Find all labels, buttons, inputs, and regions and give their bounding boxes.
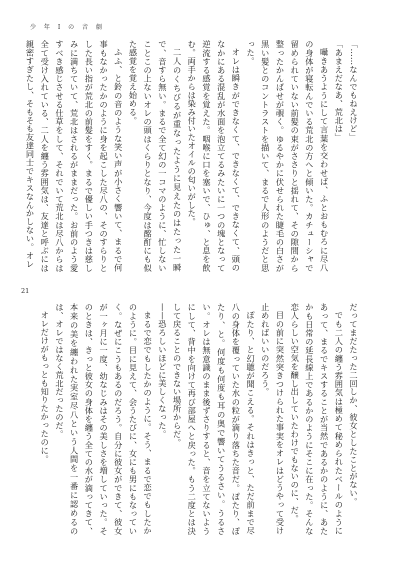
top-text-block: [25, 40, 361, 272]
top-paragraph: 「あまえだなあ、荒北は」: [334, 40, 345, 142]
top-paragraph: 二人のくちびるが重なったように見えたのはたった一瞬で、音すら無い。まるで全て幻の一コマのように、忙しないことこの上ないオレの頭はくらりとなり、今度は酩酊にも似た感覚を覚え始める。: [128, 40, 183, 272]
bottom-paragraph: でも二人の纏う雰囲気は極めて秘められたベールのようにあって、まるでキスすることが当然であるかのように、あたかも日常の延長線上であるかのようにそこに在った。そんな恋人らしい空気を醸し出していたわけでもないのに、だ。: [290, 303, 345, 535]
bottom-text-block: [40, 303, 361, 535]
top-paragraph: オレは瞬きができなくて、できなくて、できなくて、頭のなかにある混乱が水面を泡立てるみたいに一つの塊となって逆流する感覚を覚えた。咽喉に口を塞いで、ひゅ、と息を飲む。両手からは染み付いたオイルの匂いがした。: [187, 40, 242, 272]
bottom-paragraph: だってまだたった二回しか、彼女としたことがない。: [349, 303, 359, 506]
bottom-paragraph: まるで恋でもしたかのように。そう、まるで恋でもしたかのように。目に見えて、会うたびに、女にも男にもなっていく。なぜにこうもあるのだろう。自分に彼女ができて、彼女が一ヶ月に一度、幼なじみはその美しさを増していった。そのときは、きっと彼女の身体を纏う全ての水が滴ってきて、本来の美を纏われた実室尽八という人間を一番に認めるのは、オレではなく荒北だったのだ。: [54, 303, 154, 535]
page-number: 21: [21, 287, 30, 295]
bottom-paragraph: ——恐ろしいほどに美しくなった。: [157, 303, 168, 439]
bottom-paragraph: 目の前に突然突きつけられた事実をオレはどうやって受け止めればいいのだろう。: [260, 303, 286, 535]
bottom-paragraph: ぽたり、と幻聴が聞こえる。それはきっと、ただ前まで尽八の身体を覆っていた水の粒が滴り落ちた音だ。ぽたり、ぽたり、と。何度も何度も耳の奥で響いてうるさい。うるさい。オレは無意識のまま後ずさりすると、音を立てないようにして、背中を向けて再び部屋へと戻った。もう二度とは決して戻ることのできない場所からだ。: [172, 303, 257, 535]
top-paragraph: ふふ、と鈴の音のような笑い声が小さく響いて、まるで何事もなかったかのように身を起こした尽八の、そのすらりとした長い指が荒北の前髪をすく。まるで優しい手つきは慈しみに満ちていて、荒北はされるがままだった。お前のよう愛すべき感じさせる仕草をして、それでいて荒北は尽八からは全て受け入れている、二人を纏う雰囲気は、友達と呼ぶには親密すぎたし、そもそも友達同士でキスなんかしない。オレ: [25, 40, 124, 272]
top-paragraph: 囁きあうようにして言葉を交わせば、ふとおもむろに尽八の身体が寝転んでいる荒北の方へと傾いた。カチューシャで留められていない前髪の束がささりと揺れて、その隙間から整ったかんばせが覗く。ゆるやかに伏せられた睫毛の白さが黒い髪とのコントラストを描いて、まるで人形のようだと思った。: [246, 40, 330, 272]
running-head: 少 年 Ⅰ の 音 劇: [30, 24, 105, 31]
top-paragraph: 「……なんでもねえけど」: [349, 40, 359, 142]
bottom-paragraph: オレだけがもっとも知りたかったのに。: [40, 311, 51, 464]
